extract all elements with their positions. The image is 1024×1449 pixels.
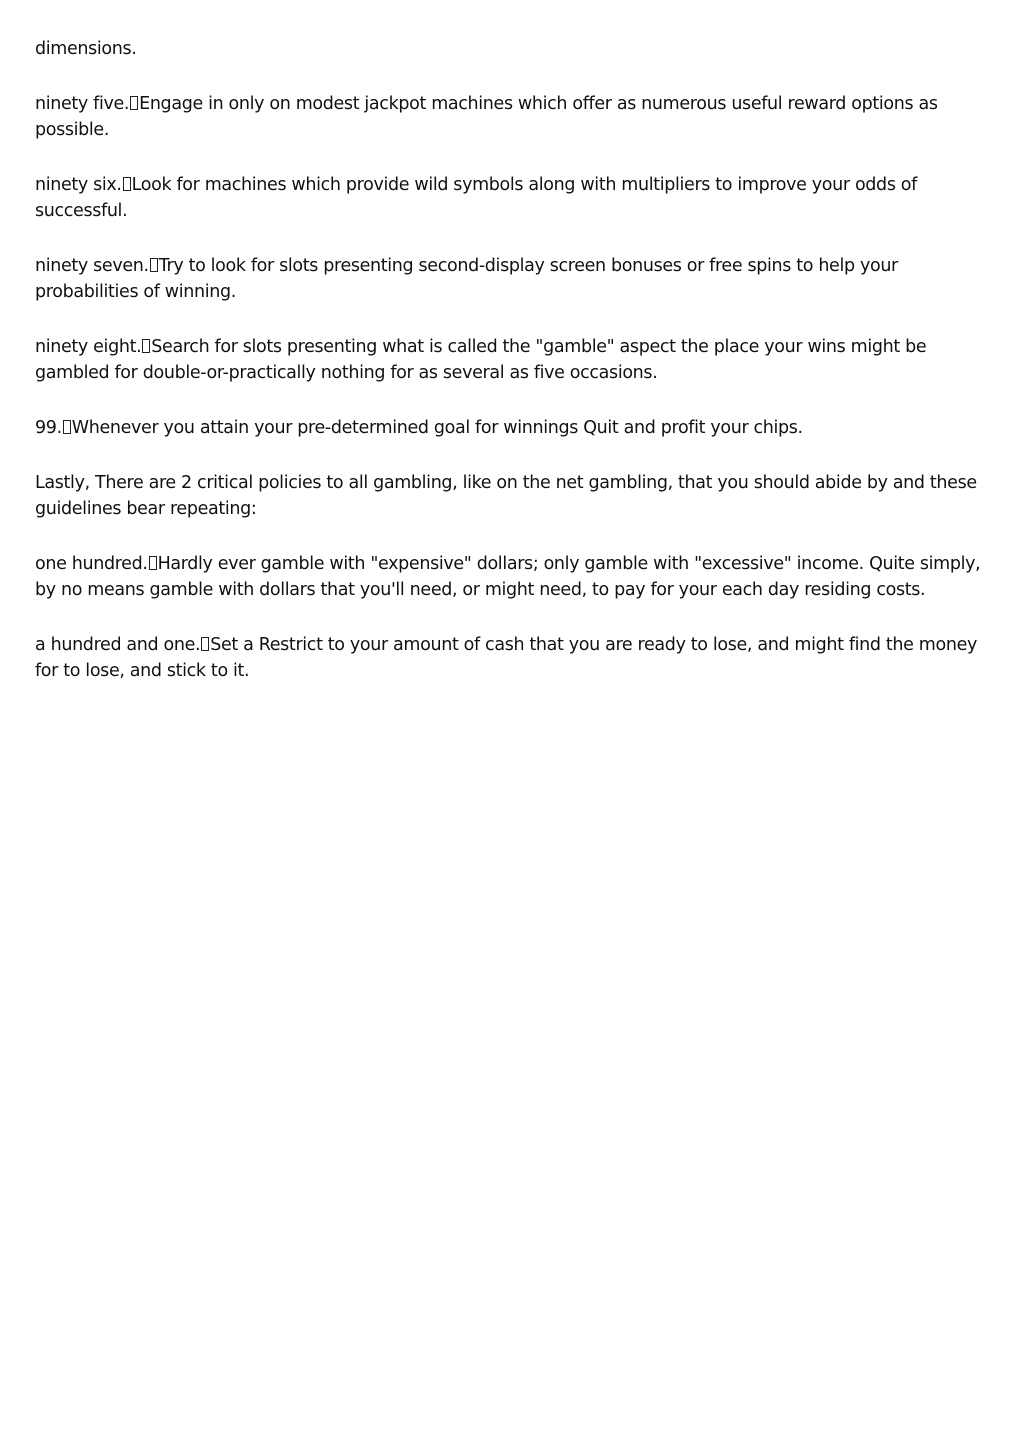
missing-glyph-icon xyxy=(150,258,158,272)
list-item xyxy=(35,415,995,441)
missing-glyph-icon xyxy=(130,96,138,110)
list-item xyxy=(35,253,995,305)
item-lead-word: Try xyxy=(158,256,184,276)
item-lead-word: Engage xyxy=(139,94,203,114)
list-item xyxy=(35,632,995,684)
closing-paragraph: Lastly, There are 2 critical policies to all gambling, like on the net gambling, that you should abide by and these guidelines bear repeating: xyxy=(35,473,977,519)
item-number: one hundred. xyxy=(35,554,148,574)
item-text: a Restrict to your amount of cash that you are ready to lose, and might find the money for to lose, and stick to it. xyxy=(35,635,978,681)
list-item xyxy=(35,91,995,143)
item-text: to look for slots presenting second-display screen bonuses or free spins to help your probabilities of winning. xyxy=(35,256,898,302)
list-item xyxy=(35,172,995,224)
item-text: ever gamble with "expensive" dollars; only gamble with "excessive" income. Quite simply, by no means gamble with dollars that you'll need, or might need, to pay for your each day residing costs. xyxy=(35,554,981,600)
missing-glyph-icon xyxy=(201,637,209,651)
item-text: in only on modest jackpot machines which offer as numerous useful reward options as possible. xyxy=(35,94,938,140)
missing-glyph-icon xyxy=(142,339,150,353)
missing-glyph-icon xyxy=(123,177,131,191)
list-item xyxy=(35,551,995,603)
document-page xyxy=(35,36,995,713)
item-number: a hundred and one. xyxy=(35,635,201,655)
missing-glyph-icon xyxy=(63,420,71,434)
item-number: ninety seven. xyxy=(35,256,149,276)
intro-fragment: dimensions. xyxy=(35,39,137,59)
item-text: for slots presenting what is called the "gamble" aspect the place your wins might be gambled for double-or-practically nothing for as several as five occasions. xyxy=(35,337,927,383)
item-lead-word: Set xyxy=(210,635,238,655)
list-item xyxy=(35,334,995,386)
item-lead-word: Whenever xyxy=(71,418,159,438)
item-number: ninety eight. xyxy=(35,337,142,357)
missing-glyph-icon xyxy=(149,556,157,570)
item-text: you attain your pre-determined goal for winnings Quit and profit your chips. xyxy=(163,418,803,438)
item-lead-word: Look xyxy=(131,175,172,195)
item-text: for machines which provide wild symbols along with multipliers to improve your odds of successful. xyxy=(35,175,917,221)
item-number: ninety six. xyxy=(35,175,122,195)
item-number: 99. xyxy=(35,418,62,438)
item-lead-word: Search xyxy=(151,337,210,357)
item-number: ninety five. xyxy=(35,94,130,114)
item-lead-word: Hardly xyxy=(157,554,213,574)
